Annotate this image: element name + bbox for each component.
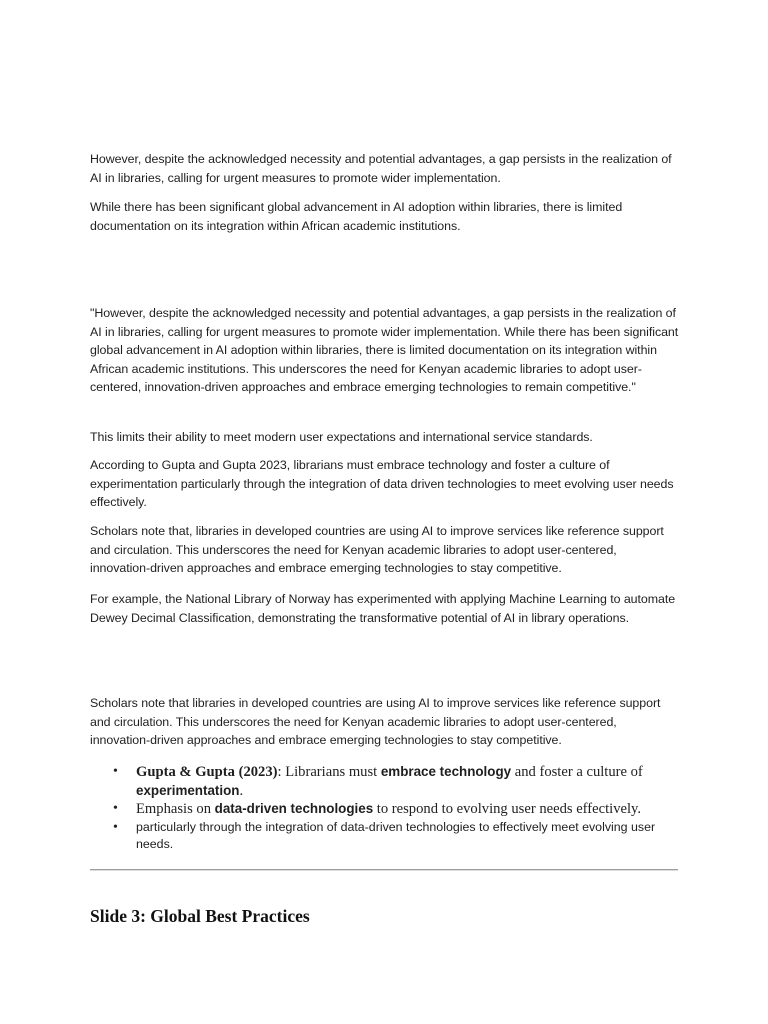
paragraph-ai-gap: However, despite the acknowledged necessity and potential advantages, a gap persists in the realization of AI in libraries, calling for urgent measures to promote wider implementation. <box>90 152 672 185</box>
bullet-icon: • <box>113 801 118 816</box>
emphasis-text: data-driven technologies <box>214 801 374 816</box>
list-item <box>90 800 680 819</box>
paragraph-user-expectations: This limits their ability to meet modern user expectations and international service standards. <box>90 430 593 444</box>
section-heading: Slide 3: Global Best Practices <box>90 906 310 926</box>
bullet-text: Emphasis on <box>136 801 215 817</box>
paragraph-african-documentation: While there has been significant global advancement in AI adoption within libraries, there is limited documentation on its integration within African academic institutions. <box>90 200 623 233</box>
list-item <box>90 763 680 800</box>
bullet-text: and foster a culture of <box>511 764 643 780</box>
paragraph-quoted-summary: "However, despite the acknowledged necessity and potential advantages, a gap persists in the realization of AI in libraries, calling for urgent measures to promote wider implementation. While there has been significant global advancement in AI adoption within libraries, there is limited documentation on its integration within African academic institutions. This underscores the need for Kenyan academic libraries to adopt user-centered, innovation-driven approaches and embrace emerging technologies to remain competitive." <box>90 306 679 395</box>
paragraph-scholars-note-1: Scholars note that, libraries in developed countries are using AI to improve services like reference support and circulation. This underscores the need for Kenyan academic libraries to adopt user-centered, innovation-driven approaches and embrace emerging technologies to stay competitive. <box>90 524 664 576</box>
bullet-text: . <box>239 782 244 799</box>
bullet-list <box>90 763 680 853</box>
horizontal-divider <box>90 869 678 871</box>
emphasis-text: experimentation <box>136 782 240 798</box>
bullet-icon: • <box>113 764 118 779</box>
bullet-icon: • <box>113 819 118 835</box>
bullet-text: to respond to evolving user needs effectively. <box>373 801 642 817</box>
paragraph-scholars-note-2: Scholars note that libraries in developed countries are using AI to improve services like reference support and circulation. This underscores the need for Kenyan academic libraries to adopt user-centered, innovation-driven approaches and embrace emerging technologies to stay competitive. <box>90 696 661 748</box>
bullet-text: particularly through the integration of data-driven technologies to effectively meet evolving user needs. <box>136 819 656 851</box>
list-item <box>90 819 680 853</box>
emphasis-text: embrace technology <box>380 764 512 779</box>
paragraph-gupta-citation: According to Gupta and Gupta 2023, librarians must embrace technology and foster a culture of experimentation particularly through the integration of data driven technologies to meet evolving user needs effectively. <box>90 458 674 510</box>
bullet-text: : Librarians must <box>277 764 381 780</box>
paragraph-norway-example: For example, the National Library of Norway has experimented with applying Machine Learning to automate Dewey Decimal Classification, demonstrating the transformative potential of AI in library operations. <box>90 592 676 625</box>
citation-lead: Gupta & Gupta (2023) <box>136 764 278 780</box>
